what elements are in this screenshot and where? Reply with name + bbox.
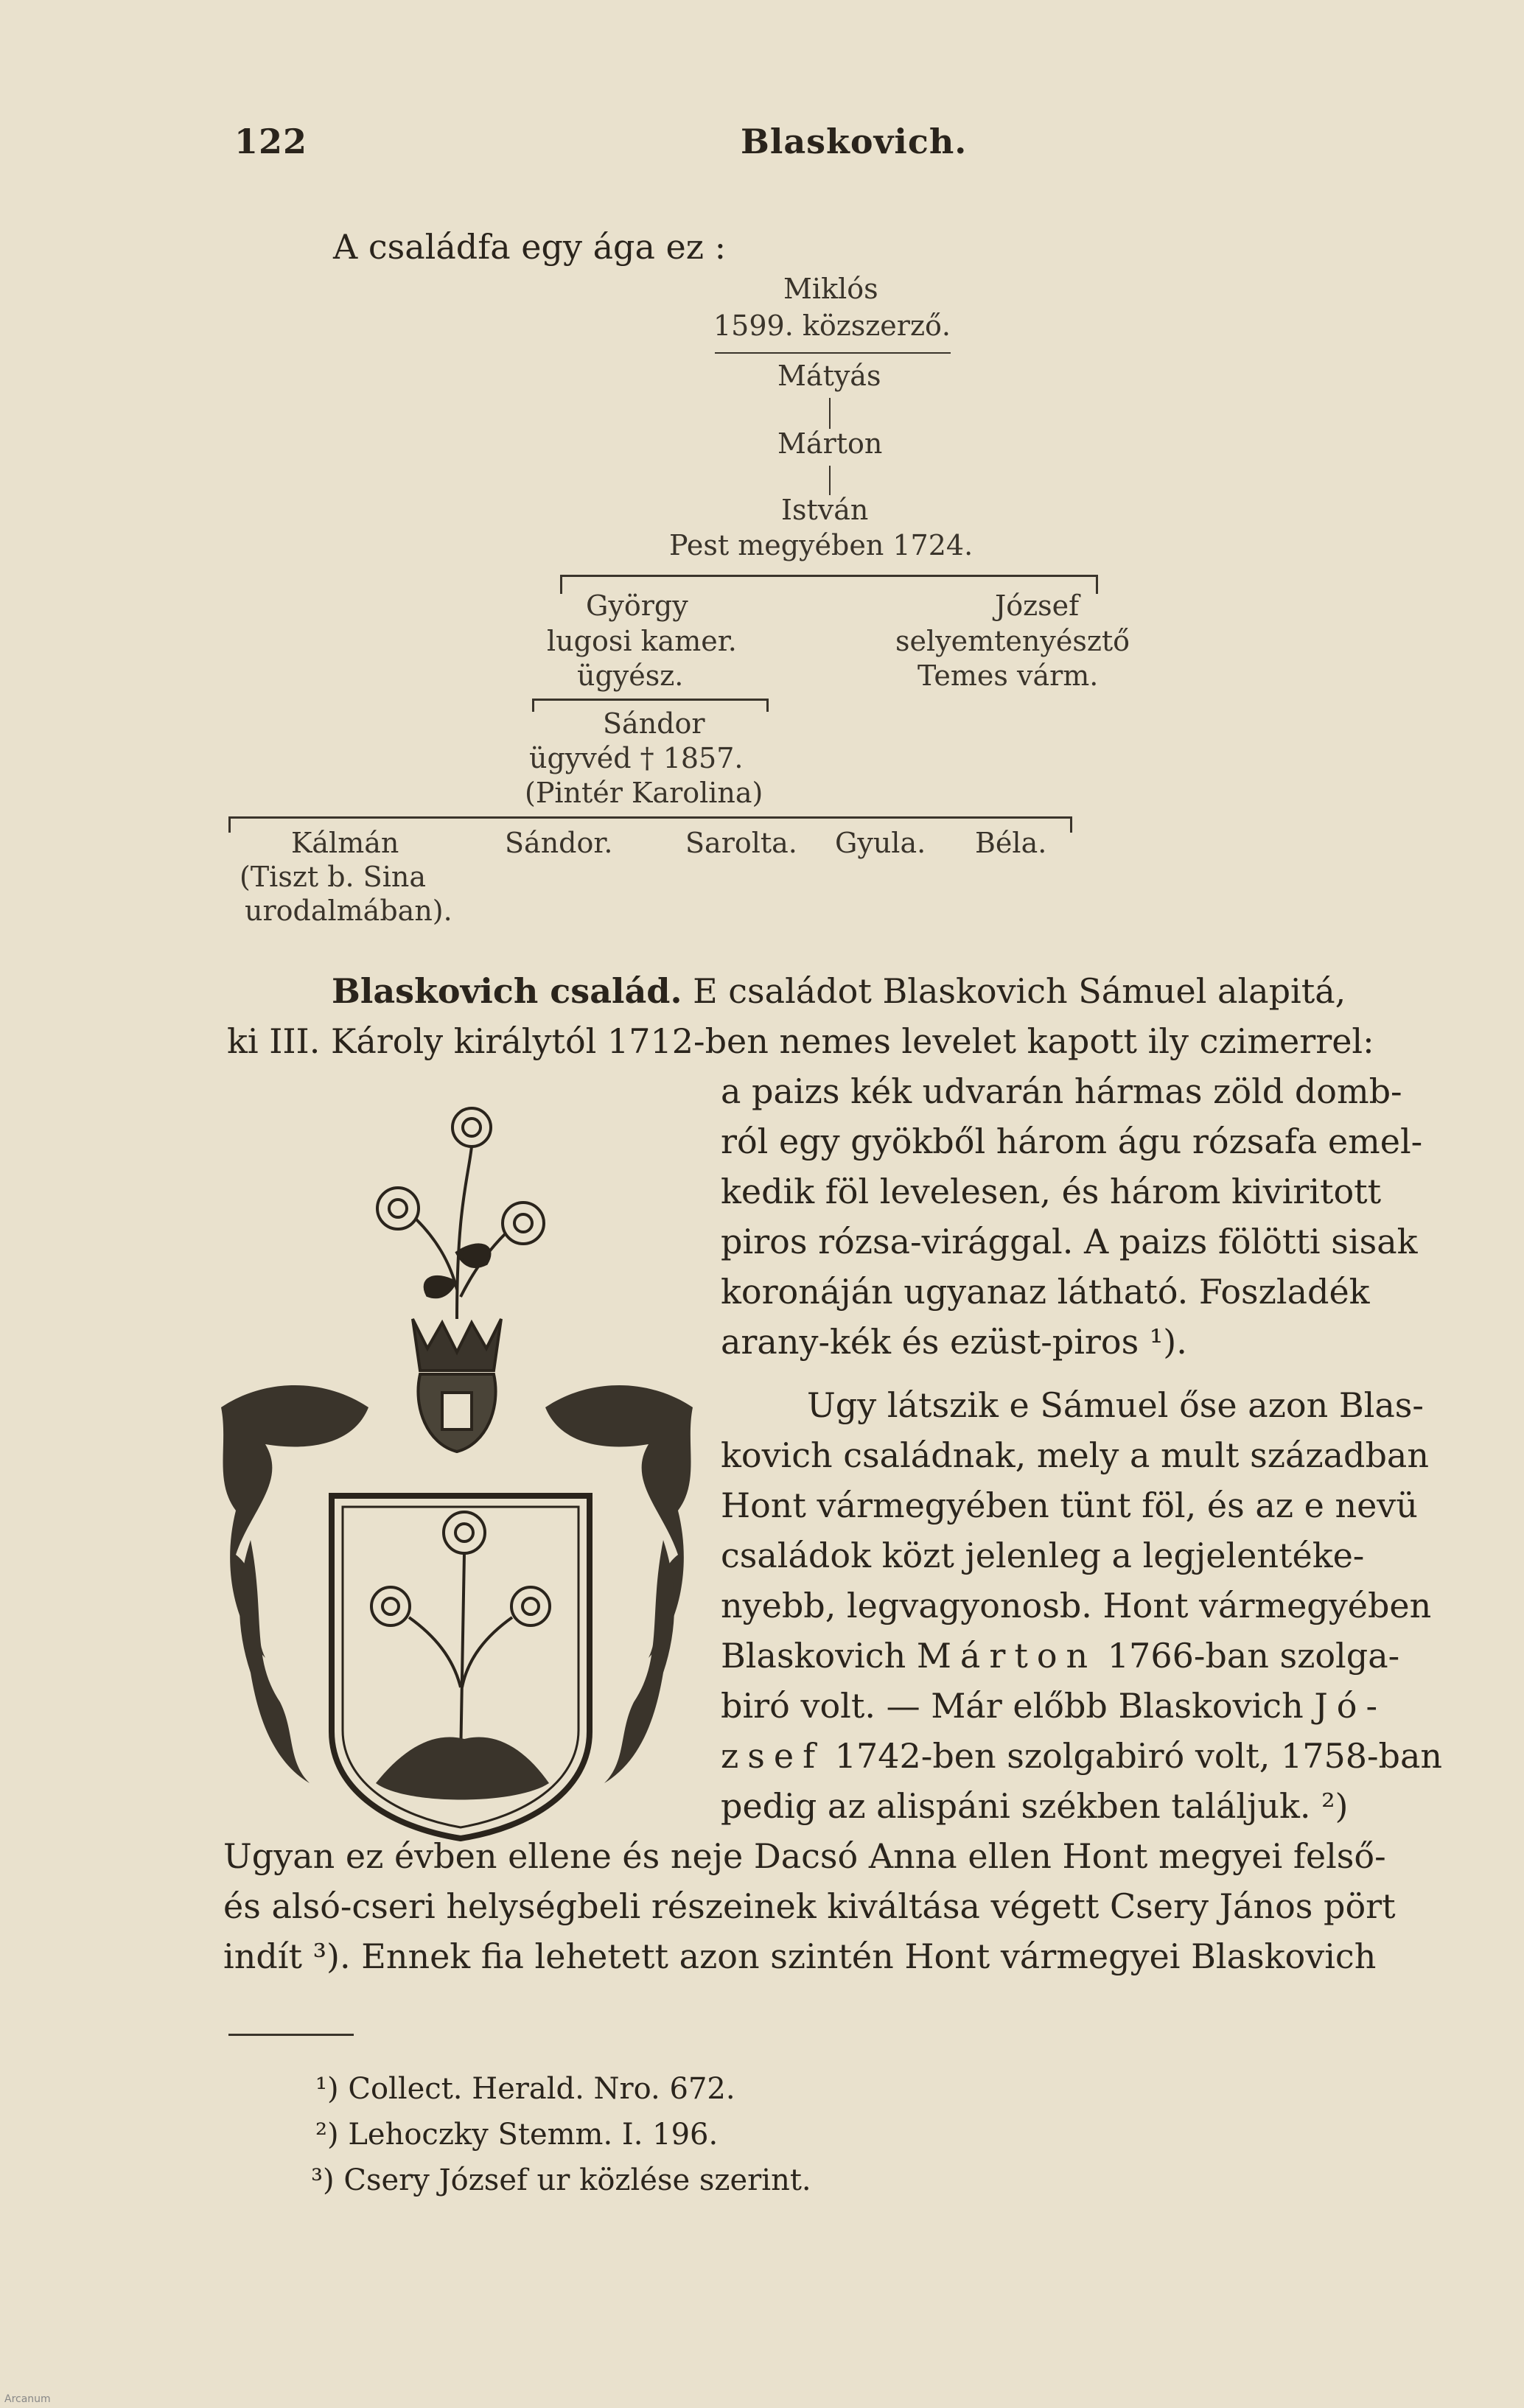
section-text: Blaskovich xyxy=(721,1636,906,1676)
intro-line: A családfa egy ága ez : xyxy=(333,227,727,267)
tree-line xyxy=(532,699,768,701)
section-line: indít ³). Ennek fia lehetett azon szintén Hont vármegyei Blaskovich xyxy=(223,1936,1377,1976)
section-line xyxy=(721,1636,1399,1676)
section-line: arany-kék és ezüst-piros ¹). xyxy=(721,1322,1187,1362)
section-line xyxy=(721,1686,1386,1726)
tree-child: Béla. xyxy=(975,827,1047,859)
tree-jozsef-note2: Temes várm. xyxy=(917,659,1099,692)
tree-sandor-note2: (Pintér Karolina) xyxy=(525,777,763,809)
coat-of-arms-illustration xyxy=(221,1098,693,1842)
tree-matyas: Mátyás xyxy=(777,360,881,392)
section-text: biró volt. — Már előbb Blaskovich xyxy=(721,1686,1304,1726)
tree-child: Sándor. xyxy=(505,827,613,859)
scan-credit: Arcanum xyxy=(4,2393,51,2405)
tree-kalman-note2: urodalmában). xyxy=(245,895,452,927)
tree-istvan: István xyxy=(781,494,869,526)
section-line: E családot Blaskovich Sámuel alapitá, xyxy=(693,971,1346,1011)
spaced-name: zsef xyxy=(721,1736,825,1776)
tree-marton: Márton xyxy=(777,427,883,460)
section-line: ki III. Károly királytól 1712-ben nemes levelet kapott ily czimerrel: xyxy=(227,1021,1374,1061)
tree-line xyxy=(560,575,1098,577)
section-line: pedig az alispáni székben találjuk. ²) xyxy=(721,1786,1349,1826)
tree-line xyxy=(1096,575,1098,594)
tree-line xyxy=(228,816,231,833)
section-line: piros rózsa-virággal. A paizs fölötti sisak xyxy=(721,1222,1418,1261)
section-line: kovich családnak, mely a mult században xyxy=(721,1435,1429,1475)
paragraph-line xyxy=(332,971,1346,1011)
tree-child: Kálmán xyxy=(291,827,399,859)
section-title: Blaskovich család. xyxy=(332,971,682,1011)
tree-line xyxy=(532,699,534,712)
tree-jozsef-note1: selyemtenyésztő xyxy=(895,625,1130,657)
tree-child: Gyula. xyxy=(835,827,926,859)
section-line: Ugyan ez évben ellene és neje Dacsó Anna ellen Hont megyei felső- xyxy=(223,1836,1386,1876)
page-number: 122 xyxy=(234,122,308,161)
section-line: Hont vármegyében tünt föl, és az e nevü xyxy=(721,1485,1418,1525)
section-line: koronáján ugyanaz látható. Foszladék xyxy=(721,1272,1370,1312)
tree-line xyxy=(228,816,1072,819)
tree-sandor: Sándor xyxy=(603,707,705,740)
tree-sandor-note1: ügyvéd † 1857. xyxy=(529,742,744,774)
tree-line xyxy=(829,466,831,495)
tree-line xyxy=(1070,816,1072,833)
section-text: 1742-ben szolgabiró volt, 1758-ban xyxy=(834,1736,1443,1776)
tree-miklos-note: 1599. közszerző. xyxy=(713,309,951,342)
spaced-name: Márton xyxy=(916,1636,1097,1676)
tree-istvan-note: Pest megyében 1724. xyxy=(669,529,974,561)
spaced-name: Jó- xyxy=(1314,1686,1387,1726)
section-text: 1766-ban szolga- xyxy=(1107,1636,1400,1676)
section-line: a paizs kék udvarán hármas zöld domb- xyxy=(721,1071,1402,1111)
tree-line xyxy=(766,699,769,712)
tree-kalman-note1: (Tiszt b. Sina xyxy=(240,861,426,893)
section-line: nyebb, legvagyonosb. Hont vármegyében xyxy=(721,1586,1432,1625)
tree-line xyxy=(715,352,951,354)
section-line: Ugy látszik e Sámuel őse azon Blas- xyxy=(807,1385,1424,1425)
section-line xyxy=(721,1736,1442,1776)
tree-line xyxy=(560,575,562,594)
tree-gyorgy-note1: lugosi kamer. xyxy=(547,625,737,657)
tree-gyorgy-note2: ügyész. xyxy=(577,659,684,692)
section-line: családok közt jelenleg a legjelentéke- xyxy=(721,1536,1365,1575)
footnote: ²) Lehoczky Stemm. I. 196. xyxy=(315,2118,719,2152)
tree-line xyxy=(829,398,831,429)
running-title: Blaskovich. xyxy=(741,122,968,161)
section-line: ról egy gyökből három águ rózsafa emel- xyxy=(721,1121,1423,1161)
section-line: és alsó-cseri helységbeli részeinek kiváltása végett Csery János pört xyxy=(223,1886,1396,1926)
footnote-rule xyxy=(228,2034,354,2036)
tree-child: Sarolta. xyxy=(685,827,797,859)
tree-gyorgy: György xyxy=(586,589,688,622)
footnote: ¹) Collect. Herald. Nro. 672. xyxy=(315,2072,735,2106)
footnote: ³) Csery József ur közlése szerint. xyxy=(311,2163,811,2197)
tree-miklos: Miklós xyxy=(783,273,878,305)
tree-jozsef: József xyxy=(995,589,1080,622)
section-line: kedik föl levelesen, és három kiviritott xyxy=(721,1172,1382,1211)
